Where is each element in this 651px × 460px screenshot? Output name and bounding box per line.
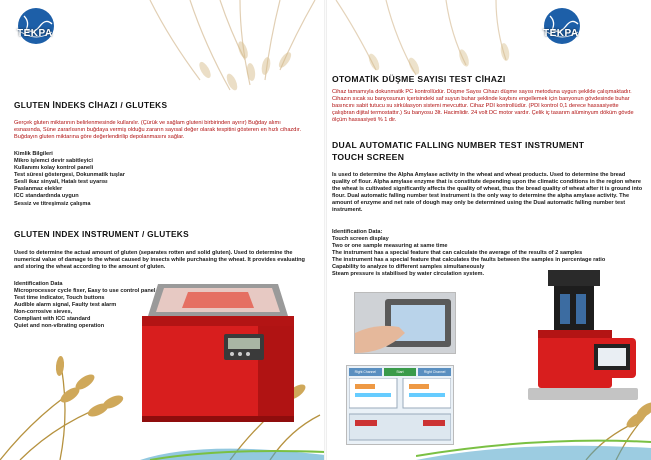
- list-item: The instrument has a special feature that calculates the faults between the samples in percentage ratio: [332, 257, 606, 264]
- wheat-bottom-right-decoration: [416, 390, 651, 460]
- tr-ident-list: [14, 158, 125, 208]
- list-item: Audible alarm signal, Faulty test alarm: [14, 302, 117, 309]
- en-ident-title-right: Identification Data:: [332, 229, 383, 235]
- left-page: [0, 0, 325, 460]
- right-page: [326, 0, 651, 460]
- logo-text: TEKPA: [543, 28, 579, 39]
- list-item: Two or one sample measuring at same time: [332, 243, 448, 250]
- list-item: Microprocessor cycle fixer, Easy to use control panel: [14, 288, 156, 294]
- en-ident-title: Identification Data: [14, 281, 63, 287]
- wheat-top-left-decoration: [80, 0, 325, 95]
- list-item: Kullanımı kolay kontrol paneli: [14, 165, 94, 172]
- tekpa-logo-right: [532, 4, 594, 48]
- list-item: Paslanmaz elekler: [14, 186, 63, 193]
- list-item: Sessiz ve titreşimsiz çalışma: [14, 200, 91, 207]
- screen-tab-bar: [349, 368, 451, 376]
- list-item: ICC standardında uygun: [14, 193, 79, 200]
- list-item: The instrument has a special feature that can calculate the average of the results of 2 samples: [332, 250, 583, 257]
- list-item: Steam pressure is stabilised by water circulation system.: [332, 271, 485, 278]
- logo-text: TEKPA: [17, 28, 53, 39]
- globe-icon: [532, 4, 594, 48]
- falling-number-tr-description: Cihaz tamamıyla dokunmatik PC kontrollüdür. Düşme Sayısı Cihazı düşme sayısı metoduna uygun şekilde çalışmaktadır. Cihazın sıcak su banyosunun içerisindeki saf suyun buhar şeklinde kaybını engellemek için banyonun gövdesinde buhar basıncını sabit tutucu su sirkülasyon sistemi mevcuttur. Cihaz PDI kontrollüdür. (PDI kontrol 0,1 derece hassasiyette çalışbran dijital termostattır.) Su banyosu 3lt. Hacimlidir. 24 volt DC motor vardır. Çelik iç tasarım alüminyum döküm gövde ölçüm hassasiyeti % 1 dir.: [332, 89, 634, 124]
- list-item: Touch screen display: [332, 236, 389, 242]
- screen-tab-start: Start: [384, 368, 417, 376]
- tekpa-logo: [6, 4, 68, 48]
- falling-number-tr-title: OTOMATİK DÜŞME SAYISI TEST CİHAZI: [332, 74, 506, 84]
- list-item: Test time indicator, Touch buttons: [14, 295, 105, 302]
- gluten-index-tr-title: GLUTEN İNDEKS CİHAZI / GLUTEKS: [14, 100, 168, 110]
- falling-number-en-title-2: TOUCH SCREEN: [332, 152, 405, 162]
- touch-screen-photo: [354, 292, 456, 354]
- list-item: Sesli ikaz sinyali, Hatalı test uyarısı: [14, 179, 108, 186]
- list-item: Capability to analyze to different samples simultaneously: [332, 264, 485, 271]
- gluteks-device-image: [128, 276, 306, 426]
- falling-number-en-description: Is used to determine the Alpha Amylase activity in the wheat and wheat products. Used to determine the bread quality of flour. Alpha amylase enzyme that is constitute depending upon the climatic conditions in the region where the wheat is cultivated significantly affects the quality of wheat, thus the bread quality of wheat after it is ground into flour. Dual automatic falling number test instrument is the only way to determine the alpha amylase activity. The amount of enzyme and net rate of dough may only be determined using the Dual automatic falling number test instrument.: [332, 172, 643, 214]
- falling-number-en-title-1: DUAL AUTOMATIC FALLING NUMBER TEST INSTRUMENT: [332, 140, 585, 150]
- list-item: Compliant with ICC standard: [14, 316, 91, 323]
- gluten-index-tr-description: Gerçek gluten miktarının belirlenmesinde kullanılır. (Çürük ve sağlam gluteni birbirinden ayırır) Buğday alımı esnasında, Süne zararlısının buğdaya vermiş olduğu zararın sayısal değer olarak tespitini gösteren en hızlı cihazdır. Buğdayın gluten miktarına göre değerlendirilip depolanmasını sağlar.: [14, 120, 301, 141]
- screen-tab-left: Right Channel: [349, 368, 382, 376]
- globe-icon: [6, 4, 68, 48]
- gluten-index-en-description: Used to determine the actual amount of gluten (separates rotten and solid gluten). Used to determine the numerical value of damage to the wheat caused by insects while purchasing the wheat. It provides evaluating and storing the wheat according to the amount of gluten.: [14, 250, 305, 271]
- list-item: Non-corrosive sieves,: [14, 309, 73, 316]
- wheat-top-right-decoration: [326, 0, 556, 80]
- tr-ident-title: Kimlik Bilgileri: [14, 151, 53, 157]
- list-item: Quiet and non-vibrating operation: [14, 323, 105, 330]
- screen-tab-right: Right Channel: [418, 368, 451, 376]
- gluten-index-en-title: GLUTEN INDEX INSTRUMENT / GLUTEKS: [14, 229, 189, 239]
- list-item: Mikro işlemci devir sabitleyici: [14, 158, 93, 164]
- list-item: Test süresi göstergesi, Dokunmatik tuşlar: [14, 172, 125, 179]
